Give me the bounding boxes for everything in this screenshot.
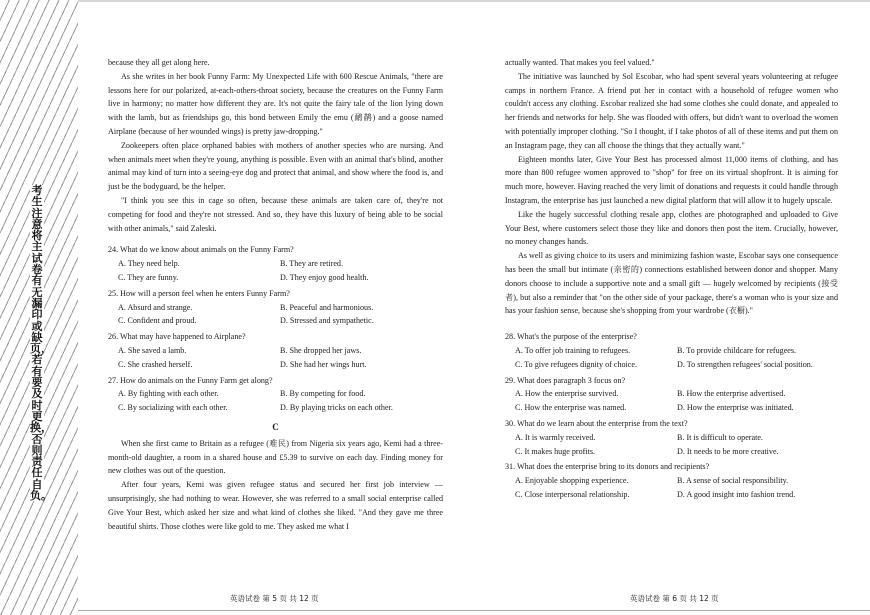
option-c: C. It makes huge profits.: [515, 446, 596, 456]
option-c: C. Confident and proud.: [118, 316, 197, 326]
question-stem: 29. What does paragraph 3 focus on?: [505, 375, 626, 385]
question-30: [505, 417, 838, 458]
page-footer-left: 英语试卷 第 5 页 共 12 页: [230, 594, 319, 603]
option-a: A. She saved a lamb.: [118, 345, 187, 355]
right-paragraph-2: The initiative was launched by Sol Escobar, who had spent several years volunteering at refugee camps in northern France. A friend put her in contact with a household of refugee women who couldn't access any clothing. Escobar realized she had some clothes she could donate, and appealed to her friends and networks for help. She was flooded with offers, but didn't want to overload the women with potentially improper clothing. "So I thought, if I take photos of all of these items and put them on an Instagram page, they can all choose the things that they actually want.": [505, 71, 838, 150]
option-a: A. It is warmly received.: [515, 432, 596, 442]
option-d: D. A good insight into fashion trend.: [677, 489, 796, 499]
option-d: D. They enjoy good health.: [280, 272, 369, 282]
left-paragraph-1: because they all get along here.: [108, 58, 210, 67]
option-d: D. By playing tricks on each other.: [280, 403, 393, 413]
left-paragraph-2: As she writes in her book Funny Farm: My Unexpected Life with 600 Rescue Animals, "there are lessons here for our polarized, at-each-others-throat society, because the creatures on the Funny Farm live in harmony; no matter how different they are. It's not quite the fairy tale of the lion lying down with the lamb, but as friendships go, this bond between Emily the emu (鸸鹋) and a goose named Airplane (because of her wounded wings) is pretty jaw-dropping.": [108, 71, 443, 136]
question-stem: 27. How do animals on the Funny Farm get along?: [108, 375, 273, 385]
question-stem: 30. What do we learn about the enterprise from the text?: [505, 418, 688, 428]
left-paragraph-4: "I think you see this in cage so often, because these animals are taken care of, they're not competing for food and they're not stressed. And so, they have this luxury of being able to be social with other animals," said Zaleski.: [108, 195, 443, 233]
option-a: A. Absurd and strange.: [118, 302, 193, 312]
option-a: A. Enjoyable shopping experience.: [515, 476, 629, 486]
option-b: B. It is difficult to operate.: [677, 432, 763, 442]
right-paragraph-4: Like the hugely successful clothing resale app, clothes are photographed and uploaded to Give Your Best, where customers select those they like and donors then post the item. Crucially, however, no money changes hands.: [505, 209, 838, 247]
option-b: B. How the enterprise advertised.: [677, 389, 786, 399]
question-28: [505, 330, 838, 371]
question-stem: 28. What's the purpose of the enterprise?: [505, 332, 637, 342]
right-paragraph-1: actually wanted. That makes you feel valued.": [505, 58, 655, 67]
option-b: B. To provide childcare for refugees.: [677, 345, 797, 355]
question-stem: 31. What does the enterprise bring to its donors and recipients?: [505, 462, 710, 472]
right-paragraph-3: Eighteen months later, Give Your Best has processed almost 11,000 items of clothing, and has more than 800 refugee women approved to "shop" for free on its virtual shopfront. It is aiming for much more, however. Having reached the very limit of donations and requests it could handle through Instagram, the enterprise has just launched a new digital platform that will allow it to hugely upscale.: [505, 154, 838, 205]
margin-notice: 考生注意将主试卷有无漏印或缺页，若有要及时更换，否则责任自负。: [30, 184, 52, 503]
section-heading-c: C: [272, 421, 279, 432]
left-paragraph-6: After four years, Kemi was given refugee status and secured her first job interview — unsurprisingly, she had nothing to wear. However, she was referred to a small social enterprise called Give Your Best, which asked her size and what kind of clothes she liked. "And they gave me three beautiful shirts. Those clothes were like gold to me. They asked me what I: [108, 480, 443, 531]
option-a: A. To offer job training to refugees.: [515, 345, 631, 355]
option-d: D. Stressed and sympathetic.: [280, 316, 374, 326]
option-c: C. To give refugees dignity of choice.: [515, 359, 638, 369]
left-paragraph-3: Zookeepers often place orphaned babies with mothers of another species who are nursing. And when animals meet when they're young, anything is possible. Even with an animal that's blind, another animal may kind of turn into a seeing-eye dog and protect that animal, and show where the food is, and just be the bodyguard, be the helper.: [108, 140, 443, 192]
option-b: B. By competing for food.: [280, 389, 366, 399]
bottom-rule: [78, 610, 870, 611]
option-a: A. They need help.: [118, 259, 180, 269]
option-b: B. They are retired.: [280, 259, 343, 269]
option-c: C. By socializing with each other.: [118, 403, 228, 413]
right-column: [505, 56, 838, 502]
right-paragraph-5: As well as giving choice to its users and minimizing fashion waste, Escobar says one consequence has been the small but intimate (亲密的) connections established between donor and shopper. Many donors choose to include a supportive note and a small gift — hugely welcomed by recipients (接受者), but also a reminder that "on the other side of your package, there's a woman who is your size and has your fashion sense, because she's shopping from your wardrobe (衣橱).": [505, 251, 838, 316]
top-rule: [78, 0, 870, 2]
option-c: C. How the enterprise was named.: [515, 403, 627, 413]
option-c: C. She crashed herself.: [118, 359, 193, 369]
option-b: B. Peaceful and harmonious.: [280, 302, 374, 312]
option-d: D. How the enterprise was initiated.: [677, 403, 794, 413]
option-b: B. A sense of social responsibility.: [677, 476, 789, 486]
question-25: [108, 287, 443, 328]
question-27: [108, 374, 443, 415]
option-a: A. By fighting with each other.: [118, 389, 219, 399]
question-26: [108, 330, 443, 371]
question-29: [505, 374, 838, 415]
question-24: [108, 243, 443, 284]
option-c: C. They are funny.: [118, 272, 179, 282]
question-stem: 25. How will a person feel when he enters Funny Farm?: [108, 288, 290, 298]
option-b: B. She dropped her jaws.: [280, 345, 362, 355]
option-d: D. To strengthen refugees' social position.: [677, 359, 813, 369]
left-column: [108, 56, 443, 533]
page-footer-right: 英语试卷 第 6 页 共 12 页: [630, 594, 719, 603]
question-stem: 24. What do we know about animals on the Funny Farm?: [108, 245, 294, 255]
question-stem: 26. What may have happened to Airplane?: [108, 332, 246, 342]
option-a: A. How the enterprise survived.: [515, 389, 619, 399]
option-d: D. She had her wings hurt.: [280, 359, 367, 369]
left-paragraph-5: When she first came to Britain as a refugee (难民) from Nigeria six years ago, Kemi had a three-month-old daughter, a room in a shared house and £5.39 to survive on each day. Finding money for new clothes was out of the question.: [108, 438, 443, 476]
question-31: [505, 460, 838, 501]
option-d: D. It needs to be more creative.: [677, 446, 779, 456]
option-c: C. Close interpersonal relationship.: [515, 489, 630, 499]
